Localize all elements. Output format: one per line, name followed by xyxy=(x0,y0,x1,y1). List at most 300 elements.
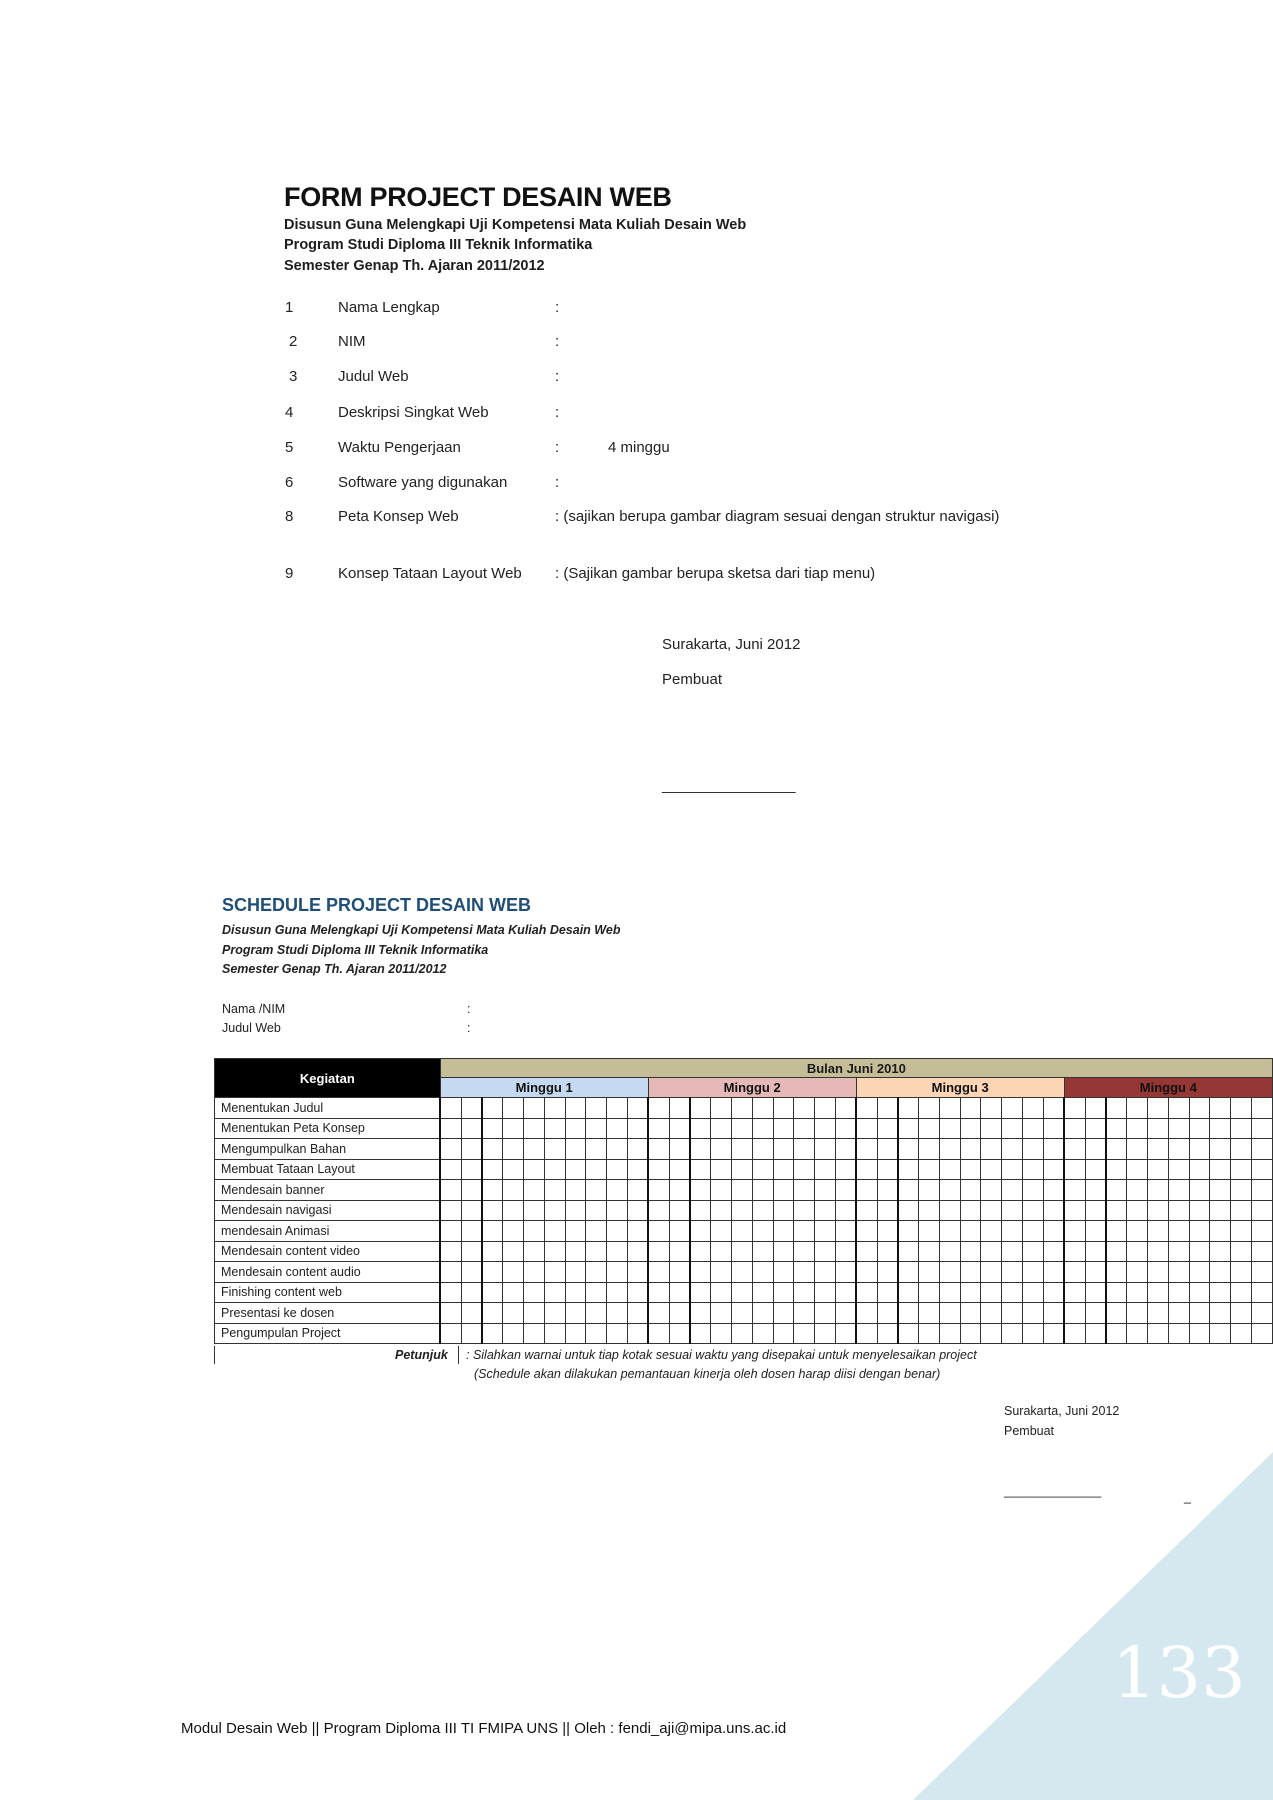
schedule-cell[interactable] xyxy=(1251,1262,1272,1283)
schedule-cell[interactable] xyxy=(1251,1180,1272,1201)
schedule-cell[interactable] xyxy=(1023,1180,1044,1201)
schedule-cell[interactable] xyxy=(648,1303,669,1324)
schedule-cell[interactable] xyxy=(773,1159,794,1180)
schedule-cell[interactable] xyxy=(773,1323,794,1344)
schedule-cell[interactable] xyxy=(794,1098,815,1119)
schedule-cell[interactable] xyxy=(1043,1200,1064,1221)
schedule-cell[interactable] xyxy=(503,1118,524,1139)
schedule-cell[interactable] xyxy=(898,1282,919,1303)
schedule-cell[interactable] xyxy=(731,1282,752,1303)
schedule-cell[interactable] xyxy=(586,1159,607,1180)
schedule-cell[interactable] xyxy=(523,1282,544,1303)
schedule-cell[interactable] xyxy=(752,1139,773,1160)
schedule-cell[interactable] xyxy=(752,1159,773,1180)
schedule-cell[interactable] xyxy=(856,1323,877,1344)
schedule-cell[interactable] xyxy=(835,1200,856,1221)
schedule-cell[interactable] xyxy=(565,1118,586,1139)
schedule-cell[interactable] xyxy=(1106,1221,1127,1242)
schedule-cell[interactable] xyxy=(898,1098,919,1119)
schedule-cell[interactable] xyxy=(835,1159,856,1180)
schedule-cell[interactable] xyxy=(711,1323,732,1344)
schedule-cell[interactable] xyxy=(1043,1118,1064,1139)
schedule-cell[interactable] xyxy=(731,1303,752,1324)
schedule-cell[interactable] xyxy=(503,1200,524,1221)
schedule-cell[interactable] xyxy=(503,1139,524,1160)
schedule-cell[interactable] xyxy=(482,1303,503,1324)
schedule-cell[interactable] xyxy=(815,1159,836,1180)
schedule-cell[interactable] xyxy=(731,1200,752,1221)
schedule-cell[interactable] xyxy=(731,1180,752,1201)
schedule-cell[interactable] xyxy=(815,1098,836,1119)
schedule-cell[interactable] xyxy=(711,1221,732,1242)
schedule-cell[interactable] xyxy=(1002,1139,1023,1160)
schedule-cell[interactable] xyxy=(856,1098,877,1119)
schedule-cell[interactable] xyxy=(1002,1098,1023,1119)
schedule-cell[interactable] xyxy=(690,1180,711,1201)
schedule-cell[interactable] xyxy=(690,1262,711,1283)
schedule-cell[interactable] xyxy=(1085,1118,1106,1139)
schedule-cell[interactable] xyxy=(1043,1221,1064,1242)
schedule-cell[interactable] xyxy=(1064,1118,1085,1139)
schedule-cell[interactable] xyxy=(752,1221,773,1242)
schedule-cell[interactable] xyxy=(1127,1241,1148,1262)
schedule-cell[interactable] xyxy=(815,1282,836,1303)
schedule-cell[interactable] xyxy=(1023,1221,1044,1242)
schedule-cell[interactable] xyxy=(898,1118,919,1139)
schedule-cell[interactable] xyxy=(877,1098,898,1119)
schedule-cell[interactable] xyxy=(627,1241,648,1262)
schedule-cell[interactable] xyxy=(440,1139,461,1160)
schedule-cell[interactable] xyxy=(1085,1323,1106,1344)
schedule-cell[interactable] xyxy=(1210,1159,1231,1180)
schedule-cell[interactable] xyxy=(711,1159,732,1180)
schedule-cell[interactable] xyxy=(898,1200,919,1221)
schedule-cell[interactable] xyxy=(1210,1098,1231,1119)
schedule-cell[interactable] xyxy=(503,1323,524,1344)
schedule-cell[interactable] xyxy=(1147,1303,1168,1324)
schedule-cell[interactable] xyxy=(1231,1139,1252,1160)
schedule-cell[interactable] xyxy=(1210,1303,1231,1324)
schedule-cell[interactable] xyxy=(690,1159,711,1180)
schedule-cell[interactable] xyxy=(898,1323,919,1344)
schedule-cell[interactable] xyxy=(482,1323,503,1344)
schedule-cell[interactable] xyxy=(877,1262,898,1283)
schedule-cell[interactable] xyxy=(1106,1118,1127,1139)
schedule-cell[interactable] xyxy=(1168,1118,1189,1139)
schedule-cell[interactable] xyxy=(898,1262,919,1283)
schedule-cell[interactable] xyxy=(1085,1200,1106,1221)
schedule-cell[interactable] xyxy=(690,1200,711,1221)
schedule-cell[interactable] xyxy=(627,1159,648,1180)
schedule-cell[interactable] xyxy=(1002,1262,1023,1283)
schedule-cell[interactable] xyxy=(773,1098,794,1119)
schedule-cell[interactable] xyxy=(523,1098,544,1119)
schedule-cell[interactable] xyxy=(669,1282,690,1303)
schedule-cell[interactable] xyxy=(711,1262,732,1283)
schedule-cell[interactable] xyxy=(731,1159,752,1180)
schedule-cell[interactable] xyxy=(1189,1098,1210,1119)
schedule-cell[interactable] xyxy=(1231,1180,1252,1201)
schedule-cell[interactable] xyxy=(1023,1139,1044,1160)
schedule-cell[interactable] xyxy=(815,1262,836,1283)
schedule-cell[interactable] xyxy=(1127,1139,1148,1160)
schedule-cell[interactable] xyxy=(981,1282,1002,1303)
schedule-cell[interactable] xyxy=(919,1323,940,1344)
schedule-cell[interactable] xyxy=(919,1262,940,1283)
schedule-cell[interactable] xyxy=(898,1180,919,1201)
schedule-cell[interactable] xyxy=(669,1139,690,1160)
schedule-cell[interactable] xyxy=(669,1241,690,1262)
schedule-cell[interactable] xyxy=(690,1303,711,1324)
schedule-cell[interactable] xyxy=(1106,1139,1127,1160)
schedule-cell[interactable] xyxy=(482,1159,503,1180)
schedule-cell[interactable] xyxy=(565,1159,586,1180)
schedule-cell[interactable] xyxy=(981,1098,1002,1119)
schedule-cell[interactable] xyxy=(1189,1303,1210,1324)
schedule-cell[interactable] xyxy=(544,1323,565,1344)
schedule-cell[interactable] xyxy=(919,1118,940,1139)
schedule-cell[interactable] xyxy=(981,1303,1002,1324)
schedule-cell[interactable] xyxy=(1147,1118,1168,1139)
schedule-cell[interactable] xyxy=(835,1282,856,1303)
schedule-cell[interactable] xyxy=(919,1139,940,1160)
schedule-cell[interactable] xyxy=(627,1262,648,1283)
schedule-cell[interactable] xyxy=(1043,1323,1064,1344)
schedule-cell[interactable] xyxy=(919,1241,940,1262)
schedule-cell[interactable] xyxy=(960,1139,981,1160)
schedule-cell[interactable] xyxy=(939,1180,960,1201)
schedule-cell[interactable] xyxy=(544,1262,565,1283)
schedule-cell[interactable] xyxy=(960,1118,981,1139)
schedule-cell[interactable] xyxy=(1127,1098,1148,1119)
schedule-cell[interactable] xyxy=(1189,1159,1210,1180)
schedule-cell[interactable] xyxy=(981,1323,1002,1344)
schedule-cell[interactable] xyxy=(1127,1323,1148,1344)
schedule-cell[interactable] xyxy=(1023,1323,1044,1344)
schedule-cell[interactable] xyxy=(1023,1200,1044,1221)
schedule-cell[interactable] xyxy=(731,1221,752,1242)
schedule-cell[interactable] xyxy=(1023,1282,1044,1303)
schedule-cell[interactable] xyxy=(711,1241,732,1262)
schedule-cell[interactable] xyxy=(773,1200,794,1221)
schedule-cell[interactable] xyxy=(690,1221,711,1242)
schedule-cell[interactable] xyxy=(648,1282,669,1303)
schedule-cell[interactable] xyxy=(1231,1282,1252,1303)
schedule-cell[interactable] xyxy=(690,1241,711,1262)
schedule-cell[interactable] xyxy=(1210,1180,1231,1201)
schedule-cell[interactable] xyxy=(523,1303,544,1324)
schedule-cell[interactable] xyxy=(461,1262,482,1283)
schedule-cell[interactable] xyxy=(960,1180,981,1201)
schedule-cell[interactable] xyxy=(773,1241,794,1262)
schedule-cell[interactable] xyxy=(440,1262,461,1283)
schedule-cell[interactable] xyxy=(1251,1323,1272,1344)
schedule-cell[interactable] xyxy=(648,1221,669,1242)
schedule-cell[interactable] xyxy=(939,1098,960,1119)
schedule-cell[interactable] xyxy=(1168,1323,1189,1344)
schedule-cell[interactable] xyxy=(586,1098,607,1119)
schedule-cell[interactable] xyxy=(960,1303,981,1324)
schedule-cell[interactable] xyxy=(586,1180,607,1201)
schedule-cell[interactable] xyxy=(523,1241,544,1262)
schedule-cell[interactable] xyxy=(1023,1241,1044,1262)
schedule-cell[interactable] xyxy=(565,1180,586,1201)
schedule-cell[interactable] xyxy=(1251,1139,1272,1160)
schedule-cell[interactable] xyxy=(939,1200,960,1221)
schedule-cell[interactable] xyxy=(1127,1262,1148,1283)
schedule-cell[interactable] xyxy=(1064,1323,1085,1344)
schedule-cell[interactable] xyxy=(1231,1323,1252,1344)
schedule-cell[interactable] xyxy=(731,1118,752,1139)
schedule-cell[interactable] xyxy=(482,1098,503,1119)
schedule-cell[interactable] xyxy=(711,1139,732,1160)
schedule-cell[interactable] xyxy=(1106,1241,1127,1262)
schedule-cell[interactable] xyxy=(1168,1159,1189,1180)
schedule-cell[interactable] xyxy=(711,1180,732,1201)
schedule-cell[interactable] xyxy=(1064,1098,1085,1119)
schedule-cell[interactable] xyxy=(1106,1159,1127,1180)
schedule-cell[interactable] xyxy=(544,1221,565,1242)
schedule-cell[interactable] xyxy=(461,1221,482,1242)
schedule-cell[interactable] xyxy=(1147,1139,1168,1160)
schedule-cell[interactable] xyxy=(794,1180,815,1201)
schedule-cell[interactable] xyxy=(960,1098,981,1119)
schedule-cell[interactable] xyxy=(1210,1282,1231,1303)
schedule-cell[interactable] xyxy=(1064,1303,1085,1324)
schedule-cell[interactable] xyxy=(523,1139,544,1160)
schedule-cell[interactable] xyxy=(544,1241,565,1262)
schedule-cell[interactable] xyxy=(565,1098,586,1119)
schedule-cell[interactable] xyxy=(856,1118,877,1139)
schedule-cell[interactable] xyxy=(939,1159,960,1180)
schedule-cell[interactable] xyxy=(669,1323,690,1344)
schedule-cell[interactable] xyxy=(1043,1159,1064,1180)
schedule-cell[interactable] xyxy=(1043,1262,1064,1283)
schedule-cell[interactable] xyxy=(1085,1098,1106,1119)
schedule-cell[interactable] xyxy=(523,1323,544,1344)
schedule-cell[interactable] xyxy=(939,1282,960,1303)
schedule-cell[interactable] xyxy=(856,1241,877,1262)
schedule-cell[interactable] xyxy=(586,1303,607,1324)
schedule-cell[interactable] xyxy=(690,1139,711,1160)
schedule-cell[interactable] xyxy=(981,1118,1002,1139)
schedule-cell[interactable] xyxy=(461,1098,482,1119)
schedule-cell[interactable] xyxy=(1210,1139,1231,1160)
schedule-cell[interactable] xyxy=(1043,1139,1064,1160)
schedule-cell[interactable] xyxy=(627,1282,648,1303)
schedule-cell[interactable] xyxy=(461,1118,482,1139)
schedule-cell[interactable] xyxy=(1064,1282,1085,1303)
schedule-cell[interactable] xyxy=(648,1323,669,1344)
schedule-cell[interactable] xyxy=(877,1303,898,1324)
schedule-cell[interactable] xyxy=(461,1303,482,1324)
schedule-cell[interactable] xyxy=(981,1159,1002,1180)
schedule-cell[interactable] xyxy=(981,1139,1002,1160)
schedule-cell[interactable] xyxy=(815,1118,836,1139)
schedule-cell[interactable] xyxy=(1168,1180,1189,1201)
schedule-cell[interactable] xyxy=(544,1118,565,1139)
schedule-cell[interactable] xyxy=(648,1159,669,1180)
schedule-cell[interactable] xyxy=(586,1221,607,1242)
schedule-cell[interactable] xyxy=(482,1180,503,1201)
schedule-cell[interactable] xyxy=(1251,1159,1272,1180)
schedule-cell[interactable] xyxy=(544,1303,565,1324)
schedule-cell[interactable] xyxy=(1168,1221,1189,1242)
schedule-cell[interactable] xyxy=(503,1282,524,1303)
schedule-cell[interactable] xyxy=(607,1098,628,1119)
schedule-cell[interactable] xyxy=(835,1241,856,1262)
schedule-cell[interactable] xyxy=(752,1118,773,1139)
schedule-cell[interactable] xyxy=(898,1241,919,1262)
schedule-cell[interactable] xyxy=(835,1221,856,1242)
schedule-cell[interactable] xyxy=(1085,1303,1106,1324)
schedule-cell[interactable] xyxy=(1064,1241,1085,1262)
schedule-cell[interactable] xyxy=(627,1323,648,1344)
schedule-cell[interactable] xyxy=(1168,1139,1189,1160)
schedule-cell[interactable] xyxy=(565,1200,586,1221)
schedule-cell[interactable] xyxy=(1147,1282,1168,1303)
schedule-cell[interactable] xyxy=(1002,1118,1023,1139)
schedule-cell[interactable] xyxy=(731,1139,752,1160)
schedule-cell[interactable] xyxy=(1043,1303,1064,1324)
schedule-cell[interactable] xyxy=(711,1118,732,1139)
schedule-cell[interactable] xyxy=(1106,1200,1127,1221)
schedule-cell[interactable] xyxy=(544,1159,565,1180)
schedule-cell[interactable] xyxy=(440,1241,461,1262)
schedule-cell[interactable] xyxy=(523,1159,544,1180)
schedule-cell[interactable] xyxy=(690,1282,711,1303)
schedule-cell[interactable] xyxy=(1251,1098,1272,1119)
schedule-cell[interactable] xyxy=(815,1139,836,1160)
schedule-cell[interactable] xyxy=(1002,1241,1023,1262)
schedule-cell[interactable] xyxy=(960,1262,981,1283)
schedule-cell[interactable] xyxy=(503,1303,524,1324)
schedule-cell[interactable] xyxy=(440,1098,461,1119)
schedule-cell[interactable] xyxy=(731,1241,752,1262)
schedule-cell[interactable] xyxy=(523,1118,544,1139)
schedule-cell[interactable] xyxy=(544,1098,565,1119)
schedule-cell[interactable] xyxy=(1231,1098,1252,1119)
schedule-cell[interactable] xyxy=(835,1180,856,1201)
schedule-cell[interactable] xyxy=(1210,1221,1231,1242)
schedule-cell[interactable] xyxy=(794,1200,815,1221)
schedule-cell[interactable] xyxy=(1127,1118,1148,1139)
schedule-cell[interactable] xyxy=(1210,1262,1231,1283)
schedule-cell[interactable] xyxy=(835,1303,856,1324)
schedule-cell[interactable] xyxy=(919,1221,940,1242)
schedule-cell[interactable] xyxy=(1210,1118,1231,1139)
schedule-cell[interactable] xyxy=(939,1118,960,1139)
schedule-cell[interactable] xyxy=(482,1118,503,1139)
schedule-cell[interactable] xyxy=(711,1303,732,1324)
schedule-cell[interactable] xyxy=(648,1118,669,1139)
schedule-cell[interactable] xyxy=(835,1098,856,1119)
schedule-cell[interactable] xyxy=(752,1200,773,1221)
schedule-cell[interactable] xyxy=(939,1262,960,1283)
schedule-cell[interactable] xyxy=(648,1200,669,1221)
schedule-cell[interactable] xyxy=(607,1118,628,1139)
schedule-cell[interactable] xyxy=(607,1180,628,1201)
schedule-cell[interactable] xyxy=(1168,1282,1189,1303)
schedule-cell[interactable] xyxy=(835,1323,856,1344)
schedule-cell[interactable] xyxy=(607,1303,628,1324)
schedule-cell[interactable] xyxy=(919,1098,940,1119)
schedule-cell[interactable] xyxy=(794,1159,815,1180)
schedule-cell[interactable] xyxy=(1168,1200,1189,1221)
schedule-cell[interactable] xyxy=(731,1262,752,1283)
schedule-cell[interactable] xyxy=(1147,1200,1168,1221)
schedule-cell[interactable] xyxy=(835,1262,856,1283)
schedule-cell[interactable] xyxy=(1127,1159,1148,1180)
schedule-cell[interactable] xyxy=(1106,1323,1127,1344)
schedule-cell[interactable] xyxy=(711,1282,732,1303)
schedule-cell[interactable] xyxy=(752,1303,773,1324)
schedule-cell[interactable] xyxy=(1147,1180,1168,1201)
schedule-cell[interactable] xyxy=(919,1159,940,1180)
schedule-cell[interactable] xyxy=(461,1241,482,1262)
schedule-cell[interactable] xyxy=(898,1303,919,1324)
schedule-cell[interactable] xyxy=(877,1200,898,1221)
schedule-cell[interactable] xyxy=(711,1098,732,1119)
schedule-cell[interactable] xyxy=(482,1282,503,1303)
schedule-cell[interactable] xyxy=(607,1282,628,1303)
schedule-cell[interactable] xyxy=(627,1303,648,1324)
schedule-cell[interactable] xyxy=(690,1098,711,1119)
schedule-cell[interactable] xyxy=(1064,1159,1085,1180)
schedule-cell[interactable] xyxy=(794,1323,815,1344)
schedule-cell[interactable] xyxy=(440,1180,461,1201)
schedule-cell[interactable] xyxy=(1043,1282,1064,1303)
schedule-cell[interactable] xyxy=(607,1262,628,1283)
schedule-cell[interactable] xyxy=(1251,1303,1272,1324)
schedule-cell[interactable] xyxy=(503,1221,524,1242)
schedule-cell[interactable] xyxy=(607,1200,628,1221)
schedule-cell[interactable] xyxy=(544,1282,565,1303)
schedule-cell[interactable] xyxy=(648,1241,669,1262)
schedule-cell[interactable] xyxy=(1231,1118,1252,1139)
schedule-cell[interactable] xyxy=(981,1200,1002,1221)
schedule-cell[interactable] xyxy=(1085,1139,1106,1160)
schedule-cell[interactable] xyxy=(461,1282,482,1303)
schedule-cell[interactable] xyxy=(1168,1303,1189,1324)
schedule-cell[interactable] xyxy=(523,1180,544,1201)
schedule-cell[interactable] xyxy=(856,1139,877,1160)
schedule-cell[interactable] xyxy=(565,1139,586,1160)
schedule-cell[interactable] xyxy=(815,1200,836,1221)
schedule-cell[interactable] xyxy=(960,1221,981,1242)
schedule-cell[interactable] xyxy=(1064,1139,1085,1160)
schedule-cell[interactable] xyxy=(773,1221,794,1242)
schedule-cell[interactable] xyxy=(1147,1323,1168,1344)
schedule-cell[interactable] xyxy=(731,1098,752,1119)
schedule-cell[interactable] xyxy=(1210,1200,1231,1221)
schedule-cell[interactable] xyxy=(919,1303,940,1324)
schedule-cell[interactable] xyxy=(565,1282,586,1303)
schedule-cell[interactable] xyxy=(1064,1262,1085,1283)
schedule-cell[interactable] xyxy=(877,1221,898,1242)
schedule-cell[interactable] xyxy=(731,1323,752,1344)
schedule-cell[interactable] xyxy=(482,1139,503,1160)
schedule-cell[interactable] xyxy=(440,1323,461,1344)
schedule-cell[interactable] xyxy=(503,1098,524,1119)
schedule-cell[interactable] xyxy=(1168,1098,1189,1119)
schedule-cell[interactable] xyxy=(1189,1262,1210,1283)
schedule-cell[interactable] xyxy=(1127,1221,1148,1242)
schedule-cell[interactable] xyxy=(773,1262,794,1283)
schedule-cell[interactable] xyxy=(482,1221,503,1242)
schedule-cell[interactable] xyxy=(1189,1180,1210,1201)
schedule-cell[interactable] xyxy=(523,1200,544,1221)
